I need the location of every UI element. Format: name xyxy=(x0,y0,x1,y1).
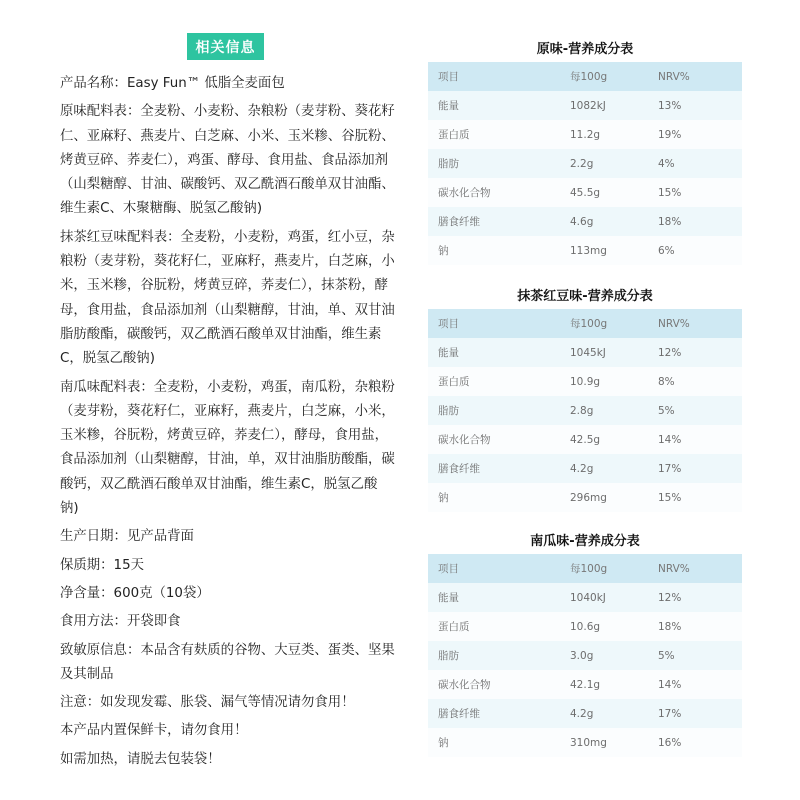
table-cell: 蛋白质 xyxy=(428,612,568,641)
nutrition-table-pumpkin xyxy=(428,534,742,757)
header-cell: 每100g xyxy=(568,554,656,583)
table-row xyxy=(428,207,742,236)
table-row xyxy=(428,699,742,728)
heating-note: 如需加热，请脱去包装袋！ xyxy=(60,751,221,767)
usage-method: 食用方法：开袋即食 xyxy=(60,614,181,630)
table-row xyxy=(428,338,742,367)
table-cell: 2.2g xyxy=(568,149,656,178)
table-cell: 13% xyxy=(656,91,742,120)
allergen-info: 致敏原信息：本品含有麸质的谷物、大豆类、蛋类、坚果及其制品 xyxy=(60,642,395,682)
table-row xyxy=(428,612,742,641)
table-cell: 17% xyxy=(656,699,742,728)
table-row xyxy=(428,425,742,454)
header-cell: NRV% xyxy=(656,554,742,583)
header-cell: NRV% xyxy=(656,309,742,338)
product-info xyxy=(60,72,395,776)
table-cell: 15% xyxy=(656,483,742,512)
production-date: 生产日期：见产品背面 xyxy=(60,529,194,545)
table-cell: 1045kJ xyxy=(568,338,656,367)
table-cell: 19% xyxy=(656,120,742,149)
table-cell: 蛋白质 xyxy=(428,120,568,149)
table-cell: 脂肪 xyxy=(428,396,568,425)
table-cell: 5% xyxy=(656,396,742,425)
table-row xyxy=(428,641,742,670)
table-cell: 5% xyxy=(656,641,742,670)
table-cell: 15% xyxy=(656,178,742,207)
table-cell: 钠 xyxy=(428,236,568,265)
section-badge: 相关信息 xyxy=(187,33,264,60)
table-row xyxy=(428,728,742,757)
header-cell: 每100g xyxy=(568,62,656,91)
table-cell: 碳水化合物 xyxy=(428,670,568,699)
table-row xyxy=(428,236,742,265)
nutrition-table-original xyxy=(428,42,742,265)
preservative-card-note: 本产品内置保鲜卡，请勿食用！ xyxy=(60,723,248,739)
table-cell: 42.5g xyxy=(568,425,656,454)
table-cell: 1040kJ xyxy=(568,583,656,612)
table-cell: 10.9g xyxy=(568,367,656,396)
table-title: 南瓜味-营养成分表 xyxy=(530,534,640,549)
table-title: 原味-营养成分表 xyxy=(536,42,634,57)
table-cell: 3.0g xyxy=(568,641,656,670)
table-cell: 蛋白质 xyxy=(428,367,568,396)
table-cell: 4% xyxy=(656,149,742,178)
table-cell: 膳食纤维 xyxy=(428,207,568,236)
table-title: 抹茶红豆味-营养成分表 xyxy=(517,289,653,304)
table-cell: 膳食纤维 xyxy=(428,454,568,483)
table-row xyxy=(428,367,742,396)
table-cell: 2.8g xyxy=(568,396,656,425)
table-cell: 能量 xyxy=(428,338,568,367)
table-cell: 4.6g xyxy=(568,207,656,236)
table-cell: 18% xyxy=(656,612,742,641)
product-name: 产品名称：Easy Fun™ 低脂全麦面包 xyxy=(60,76,285,91)
table-cell: 42.1g xyxy=(568,670,656,699)
header-cell: 项目 xyxy=(428,62,568,91)
table-row xyxy=(428,396,742,425)
notice: 注意：如发现发霉、胀袋、漏气等情况请勿食用！ xyxy=(60,695,355,711)
table-cell: 钠 xyxy=(428,728,568,757)
table-row xyxy=(428,120,742,149)
table-cell: 脂肪 xyxy=(428,641,568,670)
table-cell: 6% xyxy=(656,236,742,265)
header-cell: 每100g xyxy=(568,309,656,338)
header-cell: 项目 xyxy=(428,554,568,583)
table-cell: 能量 xyxy=(428,583,568,612)
table-row xyxy=(428,149,742,178)
table-cell: 11.2g xyxy=(568,120,656,149)
table-cell: 碳水化合物 xyxy=(428,425,568,454)
table-cell: 10.6g xyxy=(568,612,656,641)
table-cell: 1082kJ xyxy=(568,91,656,120)
table-cell: 钠 xyxy=(428,483,568,512)
table-cell: 310mg xyxy=(568,728,656,757)
table-cell: 14% xyxy=(656,425,742,454)
table-cell: 4.2g xyxy=(568,454,656,483)
table-header xyxy=(428,554,742,583)
table-row xyxy=(428,91,742,120)
shelf-life: 保质期：15天 xyxy=(60,557,144,573)
table-header xyxy=(428,62,742,91)
header-cell: NRV% xyxy=(656,62,742,91)
table-cell: 12% xyxy=(656,583,742,612)
matcha-ingredients: 抹茶红豆味配料表：全麦粉，小麦粉，鸡蛋，红小豆，杂粮粉（麦芽粉，葵花籽仁，亚麻籽，燕麦片，白芝麻，小米，玉米糁，谷朊粉，烤黄豆碎，荞麦仁），抹茶粉，酵母，食用盐，食品添加剂（山梨糖醇，甘油，单、双甘油脂肪酸酯，碳酸钙，双乙酰酒石酸单双甘油酯，维生素C，脱氢乙酸钠) xyxy=(60,229,395,367)
header-cell: 项目 xyxy=(428,309,568,338)
table-cell: 脂肪 xyxy=(428,149,568,178)
table-cell: 16% xyxy=(656,728,742,757)
table-cell: 能量 xyxy=(428,91,568,120)
table-cell: 碳水化合物 xyxy=(428,178,568,207)
table-cell: 8% xyxy=(656,367,742,396)
table-cell: 14% xyxy=(656,670,742,699)
table-header xyxy=(428,309,742,338)
table-cell: 18% xyxy=(656,207,742,236)
table-row xyxy=(428,583,742,612)
table-cell: 4.2g xyxy=(568,699,656,728)
net-content: 净含量：600克（10袋） xyxy=(60,585,210,601)
table-cell: 45.5g xyxy=(568,178,656,207)
table-cell: 17% xyxy=(656,454,742,483)
table-row xyxy=(428,670,742,699)
pumpkin-ingredients: 南瓜味配料表：全麦粉，小麦粉，鸡蛋，南瓜粉，杂粮粉（麦芽粉，葵花籽仁，亚麻籽，燕麦片，白芝麻，小米，玉米糁，谷朊粉，烤黄豆碎，荞麦仁），酵母，食用盐，食品添加剂（山梨糖醇，甘油，单，双甘油脂肪酸酯，碳酸钙，双乙酰酒石酸单双甘油酯，维生素C，脱氢乙酸钠) xyxy=(60,379,395,517)
table-row xyxy=(428,483,742,512)
table-row xyxy=(428,454,742,483)
original-ingredients: 原味配料表：全麦粉、小麦粉、杂粮粉（麦芽粉、葵花籽仁、亚麻籽、燕麦片、白芝麻、小米、玉米糁、谷朊粉、烤黄豆碎、荞麦仁），鸡蛋、酵母、食用盐、食品添加剂（山梨糖醇、甘油、碳酸钙、双乙酰酒石酸单双甘油酯、维生素C、木聚糖酶、脱氢乙酸钠) xyxy=(60,104,395,217)
nutrition-table-matcha xyxy=(428,289,742,512)
table-cell: 膳食纤维 xyxy=(428,699,568,728)
table-cell: 12% xyxy=(656,338,742,367)
table-row xyxy=(428,178,742,207)
table-cell: 113mg xyxy=(568,236,656,265)
table-cell: 296mg xyxy=(568,483,656,512)
